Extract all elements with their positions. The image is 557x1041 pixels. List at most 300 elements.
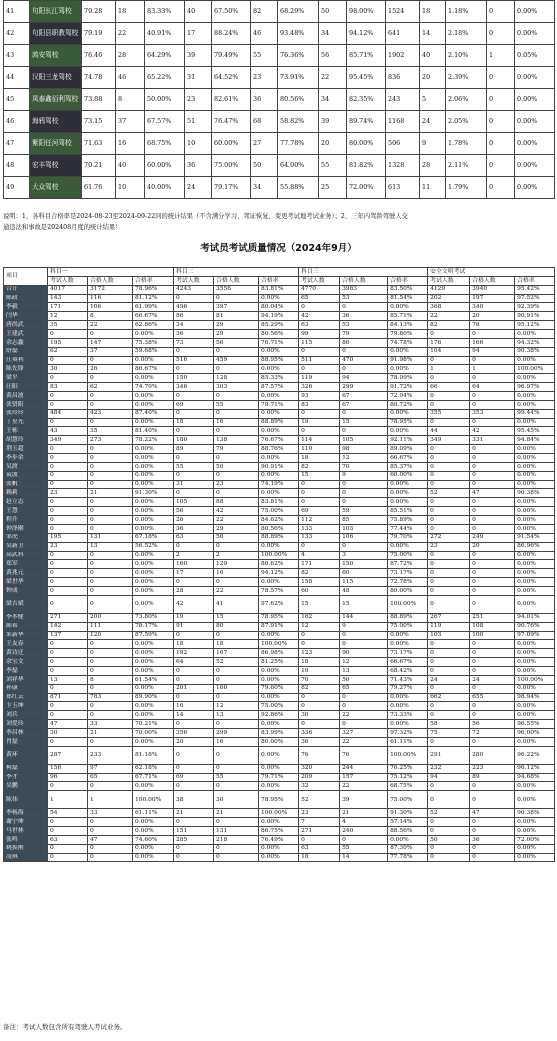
table-cell: 0 (428, 844, 470, 853)
table-cell: 104 (428, 347, 470, 356)
table-cell: 100.00% (515, 675, 555, 684)
table-cell: 0.00% (515, 1, 555, 23)
table-cell: 80.62% (259, 560, 299, 569)
table-cell: 87.30% (388, 844, 428, 853)
table-row (4, 782, 555, 791)
table-cell: 0 (470, 711, 515, 720)
table-cell: 0 (48, 471, 88, 480)
table-cell: 0.00% (388, 693, 428, 702)
table-cell: 2 (174, 551, 214, 560)
table-cell: 76.46 (82, 45, 116, 67)
table-cell: 195 (48, 533, 88, 542)
table-cell: 662 (428, 693, 470, 702)
table-cell: 1168 (386, 111, 420, 133)
table-cell: 97.32% (388, 728, 428, 737)
table-cell: 128 (214, 374, 259, 383)
examiner-name-cell: 姚振刚 (4, 844, 48, 853)
table-cell: 44 (428, 427, 470, 436)
table-cell: 13 (88, 542, 133, 551)
table-cell: 0 (470, 330, 515, 339)
table-cell: 64.52% (212, 67, 251, 89)
table-cell: 655 (470, 693, 515, 702)
school-name-cell: 宏丰驾校 (30, 155, 82, 177)
table-cell: 0 (48, 551, 88, 560)
table-cell: 90.91% (259, 462, 299, 471)
table-cell: 0 (174, 853, 214, 862)
table-cell: 273 (88, 436, 133, 445)
table-cell: 0 (214, 392, 259, 401)
table-cell: 90.76% (515, 622, 555, 631)
table-cell: 94 (470, 347, 515, 356)
examiner-name-cell: 谢宁坤 (4, 818, 48, 827)
table-cell: 87.59% (133, 631, 174, 640)
table-cell: 0 (470, 462, 515, 471)
table-cell: 58.82% (278, 111, 319, 133)
table-cell: 17 (174, 569, 214, 578)
table-cell: 97.09% (515, 631, 555, 640)
table-cell: 14 (340, 853, 388, 862)
table-cell: 74.78% (388, 338, 428, 347)
table-cell: 4 (299, 551, 340, 560)
table-cell: 100 (470, 631, 515, 640)
table-cell: 42 (174, 595, 214, 613)
table-cell: 0.00% (515, 595, 555, 613)
table-cell: 0 (299, 640, 340, 649)
table-cell: 0.00% (133, 480, 174, 489)
rank-cell: 42 (4, 23, 30, 45)
table-cell: 0 (428, 374, 470, 383)
table-row (4, 844, 555, 853)
table-cell: 0.00% (388, 640, 428, 649)
column-header: 合格人数 (470, 276, 515, 285)
table-cell: 0.00% (515, 818, 555, 827)
table-cell: 50 (340, 675, 388, 684)
table-row (4, 392, 555, 401)
subject-header: 科目三 (299, 268, 428, 277)
table-cell: 1328 (386, 155, 420, 177)
table-cell: 69 (299, 507, 340, 516)
school-name-cell: 汉阳三龙驾校 (30, 67, 82, 89)
table-row (4, 693, 555, 702)
table-cell: 151 (174, 826, 214, 835)
table-cell: 90.91% (515, 312, 555, 321)
table-cell: 76.49% (259, 835, 299, 844)
table-cell: 119 (299, 374, 340, 383)
table-cell: 197 (470, 294, 515, 303)
table-cell: 331 (470, 436, 515, 445)
table-cell: 0 (470, 569, 515, 578)
table-row (4, 409, 555, 418)
table-cell: 0.00% (133, 507, 174, 516)
table-row (4, 818, 555, 827)
table-cell: 31 (174, 480, 214, 489)
table-cell: 105 (174, 498, 214, 507)
table-cell: 0 (174, 782, 214, 791)
table-cell: 95.12% (515, 321, 555, 330)
table-cell: 123 (299, 649, 340, 658)
examiner-name-cell: 李才 (4, 773, 48, 782)
table-cell: 0 (214, 666, 259, 675)
table-row (4, 23, 555, 45)
table-cell: 0.00% (259, 471, 299, 480)
table-cell: 0 (214, 294, 259, 303)
table-cell: 0.00% (259, 631, 299, 640)
table-cell: 78.95% (259, 791, 299, 809)
table-cell: 94.12% (259, 569, 299, 578)
table-cell: 88.89% (259, 533, 299, 542)
table-cell: 78 (470, 321, 515, 330)
table-cell: 0 (88, 392, 133, 401)
table-cell: 2.11% (446, 155, 487, 177)
examiner-name-cell: 李本健 (4, 613, 48, 622)
table-cell: 0 (428, 445, 470, 454)
table-cell: 0.00% (133, 551, 174, 560)
table-cell: 79.71% (259, 773, 299, 782)
table-cell: 0 (174, 365, 214, 374)
table-row (4, 294, 555, 303)
table-cell: 74.70% (133, 383, 174, 392)
table-cell: 0.00% (515, 666, 555, 675)
subject-header: 科目二 (174, 268, 299, 277)
table-cell: 50.00% (145, 89, 185, 111)
table-cell: 72.78% (388, 578, 428, 587)
table-row (4, 773, 555, 782)
table-cell: 22 (340, 782, 388, 791)
examiner-name-cell: 黄昌波 (4, 392, 48, 401)
table-cell: 0 (174, 818, 214, 827)
table-cell: 68 (251, 111, 278, 133)
table-cell: 79.27% (388, 684, 428, 693)
table-cell: 36 (251, 89, 278, 111)
table-cell: 2.39% (446, 67, 487, 89)
table-row (4, 374, 555, 383)
table-cell: 62 (48, 347, 88, 356)
table-cell: 21 (214, 809, 259, 818)
table-cell: 65 (340, 684, 388, 693)
examiner-name-cell: 刘兵 (4, 711, 48, 720)
table-cell: 61.11% (133, 809, 174, 818)
table-cell: 61.11% (388, 737, 428, 746)
table-row (4, 321, 555, 330)
table-cell: 157 (340, 773, 388, 782)
table-cell: 9 (420, 133, 446, 155)
table-cell: 2.10% (446, 45, 487, 67)
table-cell: 0 (428, 666, 470, 675)
table-cell: 53 (340, 294, 388, 303)
table-cell: 86.98% (259, 649, 299, 658)
table-cell: 16 (174, 702, 214, 711)
table-row (4, 436, 555, 445)
table-row (4, 595, 555, 613)
table-cell: 99 (299, 330, 340, 339)
table-cell: 88.56% (388, 826, 428, 835)
table-cell: 0 (428, 569, 470, 578)
table-cell: 13 (214, 711, 259, 720)
table-cell: 94.12% (347, 23, 386, 45)
table-cell: 150 (174, 374, 214, 383)
table-cell: 200 (88, 613, 133, 622)
table-cell: 86.75% (259, 826, 299, 835)
examiner-name-cell: 唐尚武 (4, 321, 48, 330)
table-cell: 0 (214, 693, 259, 702)
table-cell: 0 (428, 516, 470, 525)
table-cell: 16 (214, 569, 259, 578)
examiner-name-cell: 袁波 (4, 471, 48, 480)
table-cell: 36 (174, 524, 214, 533)
table-cell: 80 (214, 622, 259, 631)
examiner-name-cell: 王友春 (4, 640, 48, 649)
table-cell: 0.00% (133, 524, 174, 533)
table-cell: 0 (88, 737, 133, 746)
table-cell: 0.00% (259, 347, 299, 356)
table-cell: 0 (487, 1, 515, 23)
column-header: 合格率 (259, 276, 299, 285)
table-cell: 2.18% (446, 23, 487, 45)
table-cell: 66 (428, 383, 470, 392)
table-cell: 0 (214, 347, 259, 356)
table-cell: 0 (48, 507, 88, 516)
table-cell: 0.00% (515, 454, 555, 463)
table-cell: 0 (88, 560, 133, 569)
table-cell: 65 (299, 294, 340, 303)
table-cell: 0 (470, 418, 515, 427)
table-cell: 56 (214, 533, 259, 542)
table-cell: 89 (470, 773, 515, 782)
table-cell: 0 (487, 133, 515, 155)
table-cell: 40 (185, 1, 212, 23)
table-cell: 51 (185, 111, 212, 133)
table-cell: 18 (420, 1, 446, 23)
table-cell: 21 (88, 728, 133, 737)
table-cell: 31 (185, 67, 212, 89)
examiner-name-cell: 张帆 (4, 480, 48, 489)
table-cell: 81.54% (388, 294, 428, 303)
table-cell: 15 (299, 471, 340, 480)
table-cell: 13 (340, 666, 388, 675)
table-cell: 0 (428, 507, 470, 516)
table-row (4, 111, 555, 133)
table-row (4, 462, 555, 471)
table-cell: 0.00% (133, 392, 174, 401)
table-cell: 62.86% (133, 321, 174, 330)
table-cell: 346 (174, 383, 214, 392)
table-cell: 0 (88, 524, 133, 533)
table-cell: 67.57% (145, 111, 185, 133)
table-cell: 17 (185, 23, 212, 45)
table-cell: 12 (214, 702, 259, 711)
table-cell: 18 (299, 454, 340, 463)
table-cell: 20 (319, 133, 347, 155)
table-cell: 12 (340, 658, 388, 667)
table-cell: 0 (340, 702, 388, 711)
table-cell: 0 (88, 330, 133, 339)
table-row (4, 516, 555, 525)
table-cell: 75.00% (212, 155, 251, 177)
table-cell: 0 (174, 471, 214, 480)
examiner-name-cell: 陈希 (4, 622, 48, 631)
table-cell: 100.00% (259, 551, 299, 560)
table-cell: 71.43% (388, 675, 428, 684)
examiner-name-cell: 吴鹏 (4, 782, 48, 791)
table-cell: 0.00% (515, 737, 555, 746)
table-cell: 0.00% (259, 764, 299, 773)
rank-cell: 49 (4, 177, 30, 199)
table-cell: 349 (48, 436, 88, 445)
table-cell: 232 (428, 764, 470, 773)
table-cell: 0 (487, 89, 515, 111)
table-cell: 80.72% (388, 400, 428, 409)
table-cell: 0 (88, 418, 133, 427)
table-cell: 26 (88, 365, 133, 374)
table-cell: 18 (214, 640, 259, 649)
table-cell: 47 (88, 835, 133, 844)
table-cell: 0.00% (515, 356, 555, 365)
column-header: 考试人数 (174, 276, 214, 285)
table-cell: 0 (214, 631, 259, 640)
note-line-2: 通违法和事故是202408月度的统计结果！ (3, 224, 122, 231)
table-cell: 47 (48, 720, 88, 729)
table-cell: 36 (299, 737, 340, 746)
table-cell: 19 (299, 666, 340, 675)
table-cell: 0 (299, 542, 340, 551)
table-cell: 1.78% (446, 133, 487, 155)
table-cell: 75.00% (388, 791, 428, 809)
table-cell: 83.99% (259, 728, 299, 737)
table-cell: 0.00% (133, 844, 174, 853)
table-cell: 64.29% (145, 45, 185, 67)
table-cell: 0 (48, 586, 88, 595)
table-cell: 42 (214, 507, 259, 516)
table-cell: 356 (174, 728, 214, 737)
school-ranking-table (3, 0, 555, 199)
table-cell: 327 (340, 728, 388, 737)
table-cell: 1.18% (446, 1, 487, 23)
table-cell: 0 (340, 498, 388, 507)
table-cell: 66.67% (388, 658, 428, 667)
examiner-name-cell: 朱新华 (4, 631, 48, 640)
examiner-name-cell: 孙康 (4, 684, 48, 693)
table-cell: 61.54% (133, 675, 174, 684)
table-cell: 0 (299, 720, 340, 729)
table-cell: 0.00% (515, 374, 555, 383)
examiner-name-cell: 黄诗迁 (4, 649, 48, 658)
table-cell: 70.21% (133, 720, 174, 729)
table-cell: 349 (428, 436, 470, 445)
table-cell: 78.96% (133, 285, 174, 294)
table-cell: 96 (48, 773, 88, 782)
table-cell: 0 (214, 454, 259, 463)
table-cell: 73.91% (278, 67, 319, 89)
table-cell: 96.55% (515, 720, 555, 729)
table-cell: 0 (470, 454, 515, 463)
table-cell: 100.00% (259, 640, 299, 649)
table-cell: 0.00% (515, 853, 555, 862)
table-cell: 0 (214, 720, 259, 729)
examiner-name-cell: 余宝文 (4, 658, 48, 667)
table-cell: 86 (174, 312, 214, 321)
table-cell: 92.11% (388, 436, 428, 445)
table-cell: 22 (340, 737, 388, 746)
table-cell: 40.91% (145, 23, 185, 45)
table-cell: 0 (174, 693, 214, 702)
examiner-name-cell: 陈政 (4, 294, 48, 303)
table-cell: 78.17% (133, 622, 174, 631)
table-cell: 496 (174, 303, 214, 312)
examiner-name-cell: 陈伟 (4, 791, 48, 809)
table-cell: 18 (174, 418, 214, 427)
table-cell: 0 (428, 524, 470, 533)
table-row (4, 791, 555, 809)
table-cell: 0 (48, 392, 88, 401)
table-cell: 108 (470, 622, 515, 631)
table-cell: 50 (214, 462, 259, 471)
table-cell: 209 (299, 773, 340, 782)
table-cell: 0.00% (388, 498, 428, 507)
table-cell: 0 (88, 445, 133, 454)
table-cell: 53 (340, 321, 388, 330)
table-cell: 0 (88, 782, 133, 791)
table-cell: 4243 (174, 285, 214, 294)
table-cell: 0.00% (515, 330, 555, 339)
table-cell: 0 (174, 542, 214, 551)
table-cell: 167 (214, 649, 259, 658)
table-cell: 88.76% (259, 445, 299, 454)
table-cell: 42 (470, 427, 515, 436)
table-cell: 22 (214, 586, 259, 595)
examiner-name-cell: 梁吉斌 (4, 595, 48, 613)
table-row (4, 155, 555, 177)
table-cell: 0 (470, 560, 515, 569)
table-cell: 26 (174, 516, 214, 525)
table-cell: 0 (340, 640, 388, 649)
table-cell: 82 (299, 684, 340, 693)
table-cell: 59.68% (133, 347, 174, 356)
table-cell: 0.00% (133, 684, 174, 693)
table-cell: 0 (428, 684, 470, 693)
table-cell: 73.17% (388, 569, 428, 578)
table-cell: 106 (340, 533, 388, 542)
table-cell: 70.21 (82, 155, 116, 177)
rank-cell: 46 (4, 111, 30, 133)
table-cell: 3556 (214, 285, 259, 294)
table-cell: 20 (470, 312, 515, 321)
column-header: 考试人数 (299, 276, 340, 285)
table-cell: 57.14% (388, 818, 428, 827)
table-cell: 41 (214, 595, 259, 613)
table-cell: 23 (428, 542, 470, 551)
table-cell: 0 (48, 330, 88, 339)
table-cell: 836 (386, 67, 420, 89)
table-cell: 89.74% (347, 111, 386, 133)
table-cell: 0 (428, 392, 470, 401)
table-cell: 0 (340, 631, 388, 640)
table-cell: 244 (340, 764, 388, 773)
table-cell: 83 (48, 383, 88, 392)
table-cell: 22 (319, 67, 347, 89)
footnote: 备注：考试人数包含所有驾驶人考试业务。 (3, 1023, 127, 1031)
table-cell: 1 (428, 365, 470, 374)
table-cell: 160 (174, 560, 214, 569)
table-cell: 0.00% (133, 418, 174, 427)
table-cell: 88 (214, 498, 259, 507)
table-cell: 111 (88, 622, 133, 631)
table-cell: 30 (48, 728, 88, 737)
table-cell: 0 (88, 649, 133, 658)
examiner-name-cell: 王慧 (4, 507, 48, 516)
table-cell: 96.12% (515, 764, 555, 773)
table-cell: 0 (470, 392, 515, 401)
table-cell: 0 (88, 684, 133, 693)
